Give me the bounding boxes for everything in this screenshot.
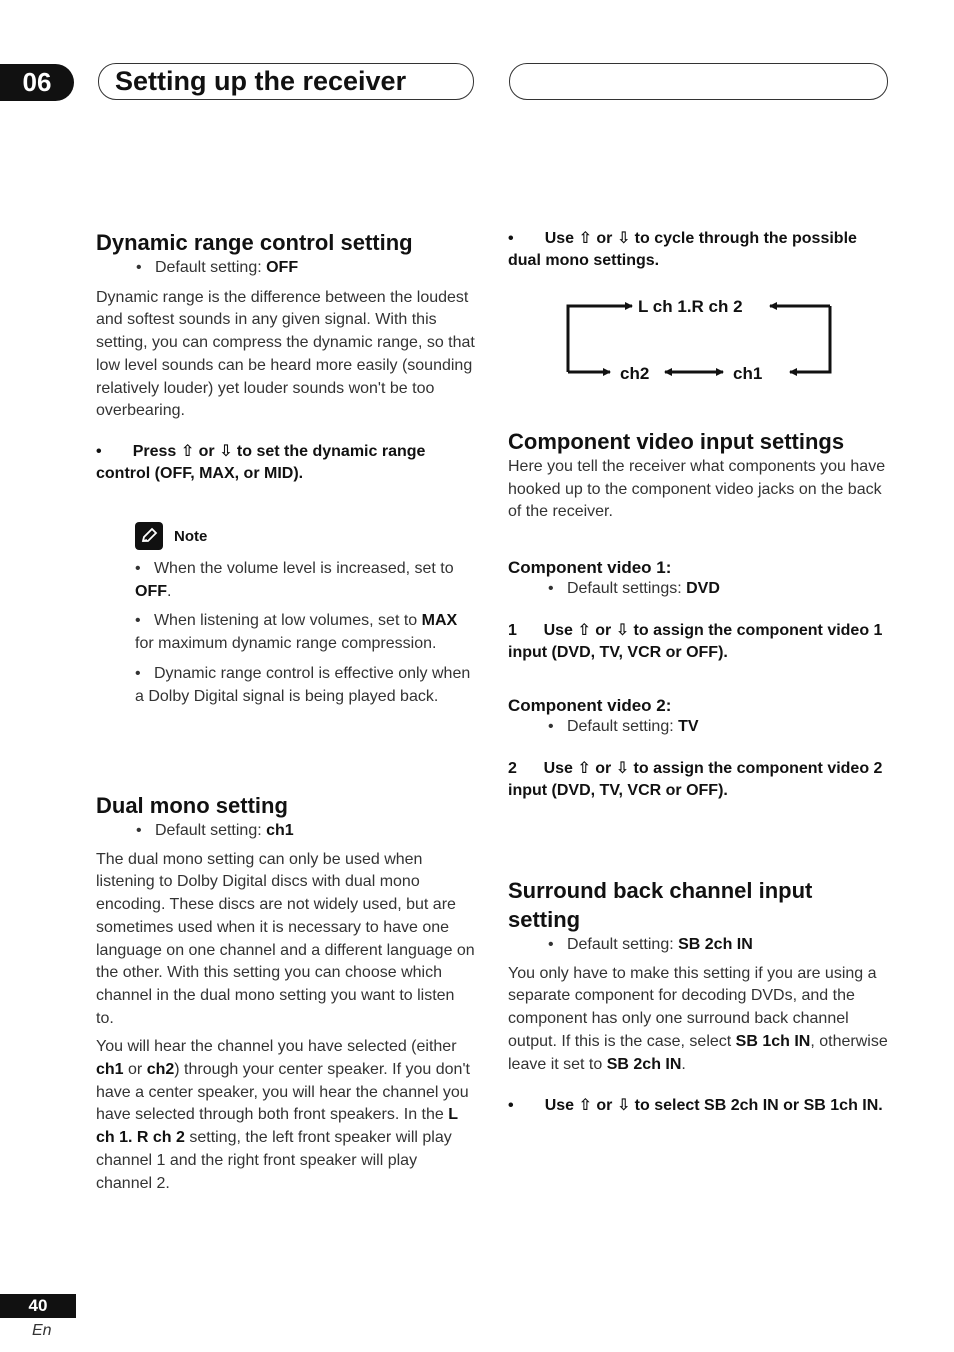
surround-default: [548, 934, 888, 957]
note-item-1-text: When the volume level is increased, set to: [153, 560, 454, 577]
component-section: [508, 427, 888, 802]
header-right-frame: [509, 63, 888, 100]
dual-mono-default-label: Default setting:: [154, 822, 267, 839]
cv2-default-value: TV: [678, 717, 699, 735]
note-section: [135, 522, 480, 708]
surround-body-c: .: [681, 1055, 686, 1073]
chapter-number: 06: [22, 67, 52, 97]
cv2-step-or: or: [590, 759, 616, 777]
cv1-step-or: or: [590, 621, 616, 639]
dual-mono-body-2-lr: L ch 1. R ch 2: [96, 1106, 458, 1147]
note-item-3-text: Dynamic range control is effective only when a Dolby Digital signal is being played back.: [135, 664, 471, 705]
dual-mono-body-2-a: You will hear the channel you have selected (either: [96, 1038, 457, 1056]
bullet-dot: •: [96, 442, 133, 460]
diagram-label-lr: L ch 1.R ch 2: [638, 297, 743, 316]
drc-body: Dynamic range is the difference between the loudest and softest sounds in any given signal. With this setting, you can compress the dynamic range, so that low level sounds can be heard more easily (sounding relatively louder) yet louder sounds won't be too overbearing.: [96, 288, 475, 420]
drc-instruction-pre: Press: [132, 442, 181, 460]
cv2-step: [508, 758, 888, 802]
cv2-step-post: to assign the component video 2 input (DVD, TV, VCR or OFF).: [508, 759, 883, 799]
diagram-label-ch1: ch1: [733, 364, 763, 383]
bullet-dot: •: [135, 560, 154, 577]
diagram-label-ch2: ch2: [620, 364, 650, 383]
dual-mono-body-2: [96, 1036, 476, 1195]
dual-mono-body-2-c: setting, the left front speaker will play channel 1 and the right front speaker will play channel 2.: [96, 1129, 452, 1192]
cycle-instruction-pre: Use: [544, 230, 579, 247]
diagram-connector-left: [568, 306, 630, 372]
bullet-dot: •: [548, 936, 567, 953]
arrow-up-icon: ⇧: [577, 621, 591, 639]
note-label: Note: [174, 527, 208, 545]
bullet-dot: •: [508, 1097, 545, 1115]
drc-default: [136, 257, 476, 280]
surround-body-a: You only have to make this setting if you are using a separate component for decoding DVDs, and the component has only one surround back channel output. If this is the case, select: [508, 964, 877, 1050]
cv1-step-post: to assign the component video 1 input (DVD, TV, VCR or OFF).: [508, 621, 883, 661]
dual-mono-section: [96, 791, 476, 1195]
drc-instruction-or: or: [194, 442, 220, 460]
pencil-icon: [135, 522, 163, 550]
surround-body-sb2: SB 2ch IN: [606, 1055, 682, 1073]
arrow-down-icon: ⇩: [616, 1097, 631, 1115]
surround-default-value: SB 2ch IN: [678, 936, 753, 953]
cv1-step: [508, 620, 888, 664]
cv2-step-number: 2: [508, 759, 517, 777]
cycle-instruction-post: to cycle through the possible dual mono settings.: [508, 230, 857, 269]
cv1-heading: Component video 1:: [508, 558, 672, 578]
surround-instruction-post: to select SB 2ch IN or SB 1ch IN.: [630, 1097, 883, 1115]
cv2-default: [548, 716, 888, 739]
language-label: En: [32, 1322, 52, 1339]
note-item-2-value: MAX: [421, 612, 458, 630]
dual-mono-body-2-or: or: [123, 1061, 147, 1079]
cv1-step-pre: Use: [543, 621, 578, 639]
component-body: Here you tell the receiver what components you have hooked up to the component video jacks on the back of the receiver.: [508, 458, 886, 521]
drc-default-label: Default setting:: [154, 259, 267, 276]
cv1-default: [548, 578, 888, 601]
cv2-default-label: Default setting:: [566, 717, 679, 735]
bullet-dot: •: [508, 230, 545, 247]
note-item-2-post: for maximum dynamic range compression.: [135, 635, 437, 653]
drc-instruction-post: to set the dynamic range control (OFF, MAX, or MID).: [96, 442, 426, 482]
drc-section: [96, 228, 476, 485]
bullet-dot: •: [548, 717, 567, 735]
arrow-up-icon: ⇧: [578, 230, 592, 247]
cv2-heading: Component video 2:: [508, 695, 672, 715]
dual-mono-body-2-ch2: ch2: [146, 1061, 175, 1079]
chapter-number-tab: [0, 64, 74, 101]
arrow-down-icon: ⇩: [219, 442, 233, 460]
drc-heading: Dynamic range control setting: [96, 230, 413, 255]
cv2-step-pre: Use: [543, 759, 578, 777]
cycle-instruction: [508, 228, 888, 272]
page-title-text: Setting up the receiver: [115, 66, 407, 96]
drc-instruction: [96, 441, 476, 485]
page-number: 40: [28, 1296, 48, 1315]
cv1-default-label: Default settings:: [566, 580, 687, 598]
diagram-connector-right: [790, 306, 830, 372]
arrow-up-icon: ⇧: [180, 442, 195, 460]
cv1-default-value: DVD: [686, 580, 720, 598]
note-item-1-end: .: [167, 582, 172, 600]
bullet-dot: •: [135, 664, 154, 682]
surround-body-sb1: SB 1ch IN: [735, 1032, 811, 1050]
dual-mono-body-2-ch1: ch1: [96, 1061, 124, 1079]
arrow-down-icon: ⇩: [616, 230, 631, 247]
dual-mono-default-value: ch1: [266, 822, 294, 839]
bullet-dot: •: [136, 259, 155, 276]
arrow-down-icon: ⇩: [615, 759, 630, 777]
bullet-dot: •: [136, 822, 155, 839]
note-item-1-value: OFF: [135, 582, 167, 600]
surround-default-label: Default setting:: [566, 936, 679, 953]
dual-mono-body-1: The dual mono setting can only be used when listening to Dolby Digital discs with dual mono encoding. These discs are not widely used, but are sometimes used when it is necessary to have one language on one channel and a different language on the other. With this setting you can choose which channel in the dual mono setting you want to listen to.: [96, 850, 475, 1027]
arrow-up-icon: ⇧: [577, 759, 591, 777]
component-heading: Component video input settings: [508, 429, 845, 454]
surround-section: [508, 876, 888, 1117]
dual-mono-cycle-diagram: [560, 290, 840, 390]
note-item-3: [135, 663, 480, 708]
surround-instruction-or: or: [591, 1097, 617, 1115]
bullet-dot: •: [135, 612, 154, 630]
note-item-1: [135, 558, 480, 603]
surround-heading: Surround back channel input setting: [508, 878, 813, 932]
surround-body-b: , otherwise leave it set to: [508, 1032, 888, 1073]
page-number-tab: [0, 1294, 76, 1318]
note-header: [135, 522, 480, 550]
cv1-step-number: 1: [508, 621, 517, 639]
dual-mono-heading: Dual mono setting: [96, 793, 288, 818]
dual-mono-body-2-b: ) through your center speaker. If you don't have a center speaker, you will hear the channel you have selected through both front speakers. In the: [96, 1061, 470, 1124]
surround-instruction-pre: Use: [544, 1097, 579, 1115]
arrow-down-icon: ⇩: [615, 621, 630, 639]
drc-default-value: OFF: [266, 259, 299, 276]
dual-mono-default: [136, 820, 476, 843]
cycle-instruction-or: or: [591, 230, 617, 247]
bullet-dot: •: [548, 580, 567, 598]
note-item-2-pre: When listening at low volumes, set to: [153, 612, 422, 630]
surround-body: [508, 963, 888, 1077]
arrow-up-icon: ⇧: [578, 1097, 592, 1115]
note-item-2: [135, 610, 480, 655]
surround-instruction: [508, 1095, 888, 1117]
page-title: [98, 63, 474, 100]
cycle-instruction-text: [508, 228, 888, 272]
